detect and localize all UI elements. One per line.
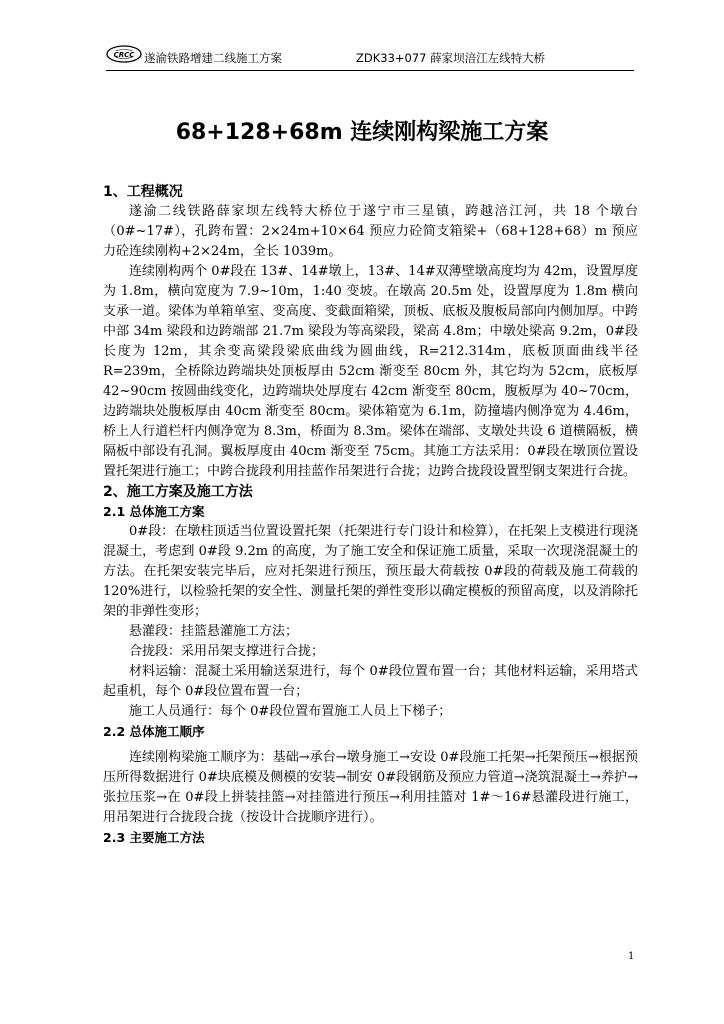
header-document-title: 遂渝铁路增建二线施工方案	[144, 51, 282, 65]
subsection-2-3-heading: 2.3 主要施工方法	[103, 830, 205, 845]
section-2-heading: 2、施工方案及施工方法	[103, 484, 253, 500]
company-logo	[106, 45, 142, 63]
paragraph: 0#段：在墩柱顶适当位置设置托架（托架进行专门设计和检算），在托架上支模进行现浇混凝土，考虑到 0#段 9.2m 的高度，为了施工安全和保证施工质量，采取一次现浇混凝土的方法。在托架安装完毕后，应对托架进行预压，预压最大荷载按 0#段的荷载及施工荷载的 120%进行，以检验托架的安全性、测量托架的弹性变形以确定模板的预留高度，以及消除托架的非弹性变形；	[103, 524, 638, 619]
paragraph: 连续刚构两个 0#段在 13#、14#墩上，13#、14#双薄壁墩高度均为 42m，设置厚度为 1.8m，横向宽度为 7.9~10m，1:40 变坡。在墩高 20.5m 处，设置厚度为 1.8m 横向支承一道。梁体为单箱单室、变高度、变截面箱梁，顶板、底板及腹板局部向内侧加厚。中跨中部 34m 梁段和边跨端部 21.7m 梁段为等高梁段，梁高 4.8m；中墩处梁高 9.2m，0#段长度为 12m，其余变高梁段梁底曲线为圆曲线，R=212.314m，底板顶面曲线半径 R=239m，全桥除边跨端块处顶板厚由 52cm 渐变至 80cm 外，其它均为 52cm，底板厚 42~90cm 按圆曲线变化，边跨端块处厚度右 42cm 渐变至 80cm，腹板厚为 40~70cm，边跨端块处腹板厚由 40cm 渐变至 80cm。梁体箱宽为 6.1m，防撞墙内侧净宽为 4.46m，桥上人行道栏杆内侧净宽为 8.3m，桥面为 8.3m。梁体在端部、支墩处共设 6 道横隔板，横隔板中部设有孔洞。翼板厚度由 40cm 渐变至 75cm。其施工方法采用：0#段在墩顶位置设置托架进行施工；中跨合拢段利用挂蓝作吊架进行合拢；边跨合拢段设置型钢支架进行合拢。	[103, 264, 638, 479]
paragraph: 材料运输：混凝土采用输送泵进行，每个 0#段位置布置一台；其他材料运输，采用塔式起重机，每个 0#段位置布置一台；	[103, 664, 638, 699]
page-header	[106, 44, 634, 71]
page-number: 1	[628, 951, 635, 962]
paragraph: 合拢段：采用吊架支撑进行合拢；	[129, 644, 325, 659]
page-title: 68+128+68m 连续刚构梁施工方案	[175, 120, 549, 145]
document-body	[103, 182, 638, 848]
paragraph: 悬灌段：挂篮悬灌施工方法；	[129, 624, 299, 639]
paragraph: 遂渝二线铁路薛家坝左线特大桥位于遂宁市三星镇，跨越涪江河，共 18 个墩台（0#~17#），孔跨布置：2×24m+10×64 预应力砼简支箱梁+（68+128+68）m 预应力砼连续刚构+2×24m，全长 1039m。	[103, 204, 638, 259]
subsection-2-1-heading: 2.1 总体施工方案	[103, 504, 205, 519]
svg-text:CRCC: CRCC	[113, 51, 135, 59]
header-section-code: ZDK33+077 薛家坝涪江左线特大桥	[356, 51, 546, 65]
paragraph: 施工人员通行：每个 0#段位置布置施工人员上下梯子；	[129, 704, 452, 719]
section-1-heading: 1、工程概况	[103, 184, 183, 200]
paragraph: 连续刚构梁施工顺序为：基础→承台→墩身施工→安设 0#段施工托架→托架预压→根据预压所得数据进行 0#块底模及侧模的安装→制安 0#段钢筋及预应力管道→浇筑混凝土→养护→张拉压浆→在 0#段上拼装挂篮→对挂篮进行预压→利用挂篮对 1#～16#悬灌段进行施工，用吊架进行合拢段合拢（按设计合拢顺序进行）。	[103, 750, 638, 825]
subsection-2-2-heading: 2.2 总体施工顺序	[103, 724, 205, 739]
